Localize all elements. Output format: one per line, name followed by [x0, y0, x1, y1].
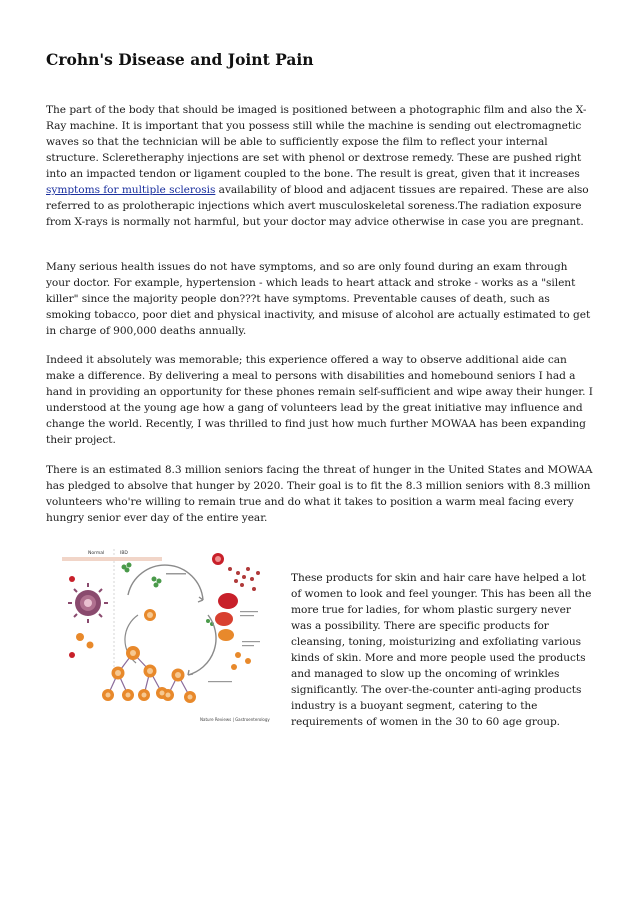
figure-header-normal: Normal [88, 551, 105, 556]
paragraph-xray [46, 102, 593, 230]
paragraph-health-issues: Many serious health issues do not have symptoms, and so are only found during an exam through your doctor. For example, hypertension - which leads to heart attack and stroke - works as a "silent killer" since the majority people don???t have symptoms. Preventable causes of death, such as smoking tobacco, poor diet and physical inactivity, and misuse of alcohol are actually estimated to get in charge of 900,000 deaths annually. [46, 261, 591, 337]
paragraph-mowaa-experience: Indeed it absolutely was memorable; this experience offered a way to observe additional aide can make a difference. By delivering a meal to persons with disabilities and homebound seniors I had a hand in providing an opportunity for these phones remain self-sufficient and wipe away their hunger. I understood at the young age how a gang of volunteers lead by the great initiative may influence and change the world. Recently, I was thrilled to find just how much further MOWAA has been expanding their project. [46, 354, 593, 446]
paragraph-seniors-hunger: There is an estimated 8.3 million seniors facing the threat of hunger in the United States and MOWAA has pledged to absolve that hunger by 2020. Their goal is to fit the 8.3 million seniors with 8.3 million volunteers who're willing to remain true and do what it takes to position a warm meal facing every hungry senior ever day of the entire year. [46, 464, 593, 524]
paragraph-text: The part of the body that should be imaged is positioned between a photographic film and also the X-Ray machine. It is important that you possess still while the machine is sending out electromagnetic waves so that the technician will be able to sufficiently expose the film to reflect your internal structure. Scleretheraphy injections are set with phenol or dextrose remedy. These are pushed right into an impacted tendon or ligament coupled to the bone. The result is great, given that it increases [46, 104, 587, 180]
paragraph-text: availability of blood and adjacent tissues are repaired. These are also referred to as prolotherapic injections which avert musculoskeletal soreness.The radiation exposure from X-rays is normally not harmful, but your doctor may advice otherwise in case you are pregnant. [46, 184, 589, 228]
figure-header-ibd: IBD [120, 551, 128, 556]
ibd-diagram-image [58, 545, 283, 728]
multiple-sclerosis-link[interactable]: symptoms for multiple sclerosis [46, 184, 216, 196]
paragraph-skin-care-products: These products for skin and hair care have helped a lot of women to look and feel younger. This has been all the more true for ladies, for whom plastic surgery never was a possibility. There are specific products for cleansing, toning, moisturizing and exfoliating various kinds of skin. More and more people used the products and managed to slow up the oncoming of wrinkles significantly. The over-the-counter anti-aging products industry is a buoyant segment, catering to the requirements of women in the 30 to 60 age group. [291, 572, 592, 728]
figure-credit: Nature Reviews | Gastroenterology [200, 717, 270, 722]
page-title: Crohn's Disease and Joint Pain [46, 50, 314, 69]
